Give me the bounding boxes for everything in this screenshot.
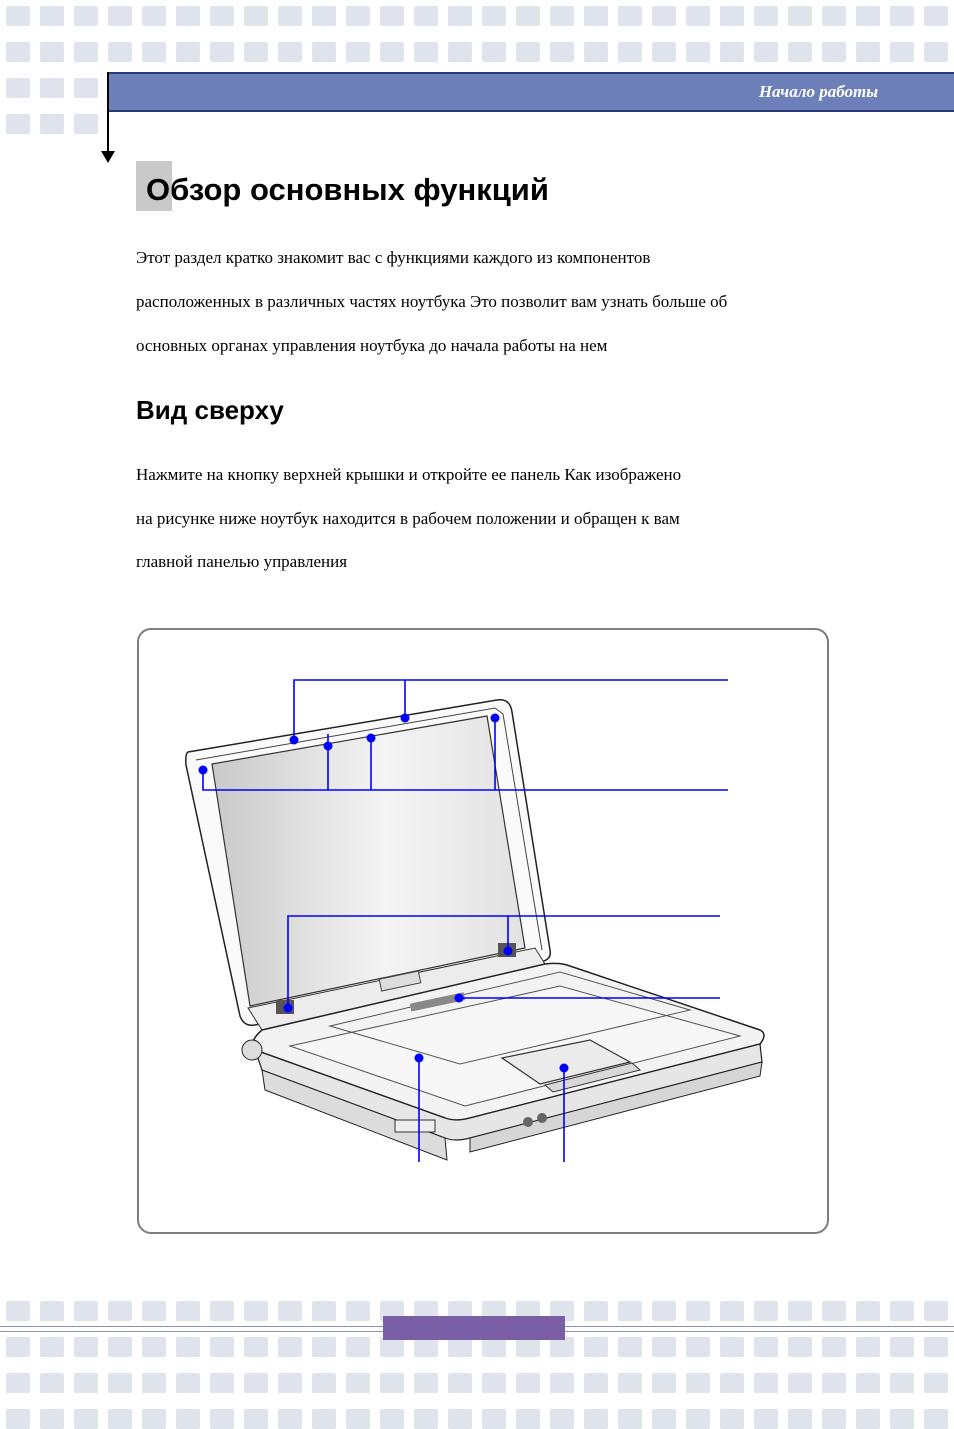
topview-line-1: Нажмите на кнопку верхней крышки и откройте ее панель Как изображено [136, 465, 682, 484]
hinge-circle-icon [242, 1040, 262, 1060]
intro-line-3: основных органах управления ноутбука до начала работы на нем [136, 336, 608, 355]
topview-line-2: на рисунке ниже ноутбук находится в рабочем положении и обращен к вам [136, 509, 680, 528]
intro-line-1: Этот раздел кратко знакомит вас с функциями каждого из компонентов [136, 248, 651, 267]
page-title: Обзор основных функций [146, 172, 549, 207]
section-heading: Вид сверху [136, 395, 284, 425]
footer-page-bar [383, 1316, 565, 1340]
intro-line-2: расположенных в различных частях ноутбука Это позволит вам узнать больше об [136, 292, 728, 311]
header-title: Начало работы [758, 82, 878, 101]
topview-line-3: главной панелью управления [136, 552, 348, 571]
